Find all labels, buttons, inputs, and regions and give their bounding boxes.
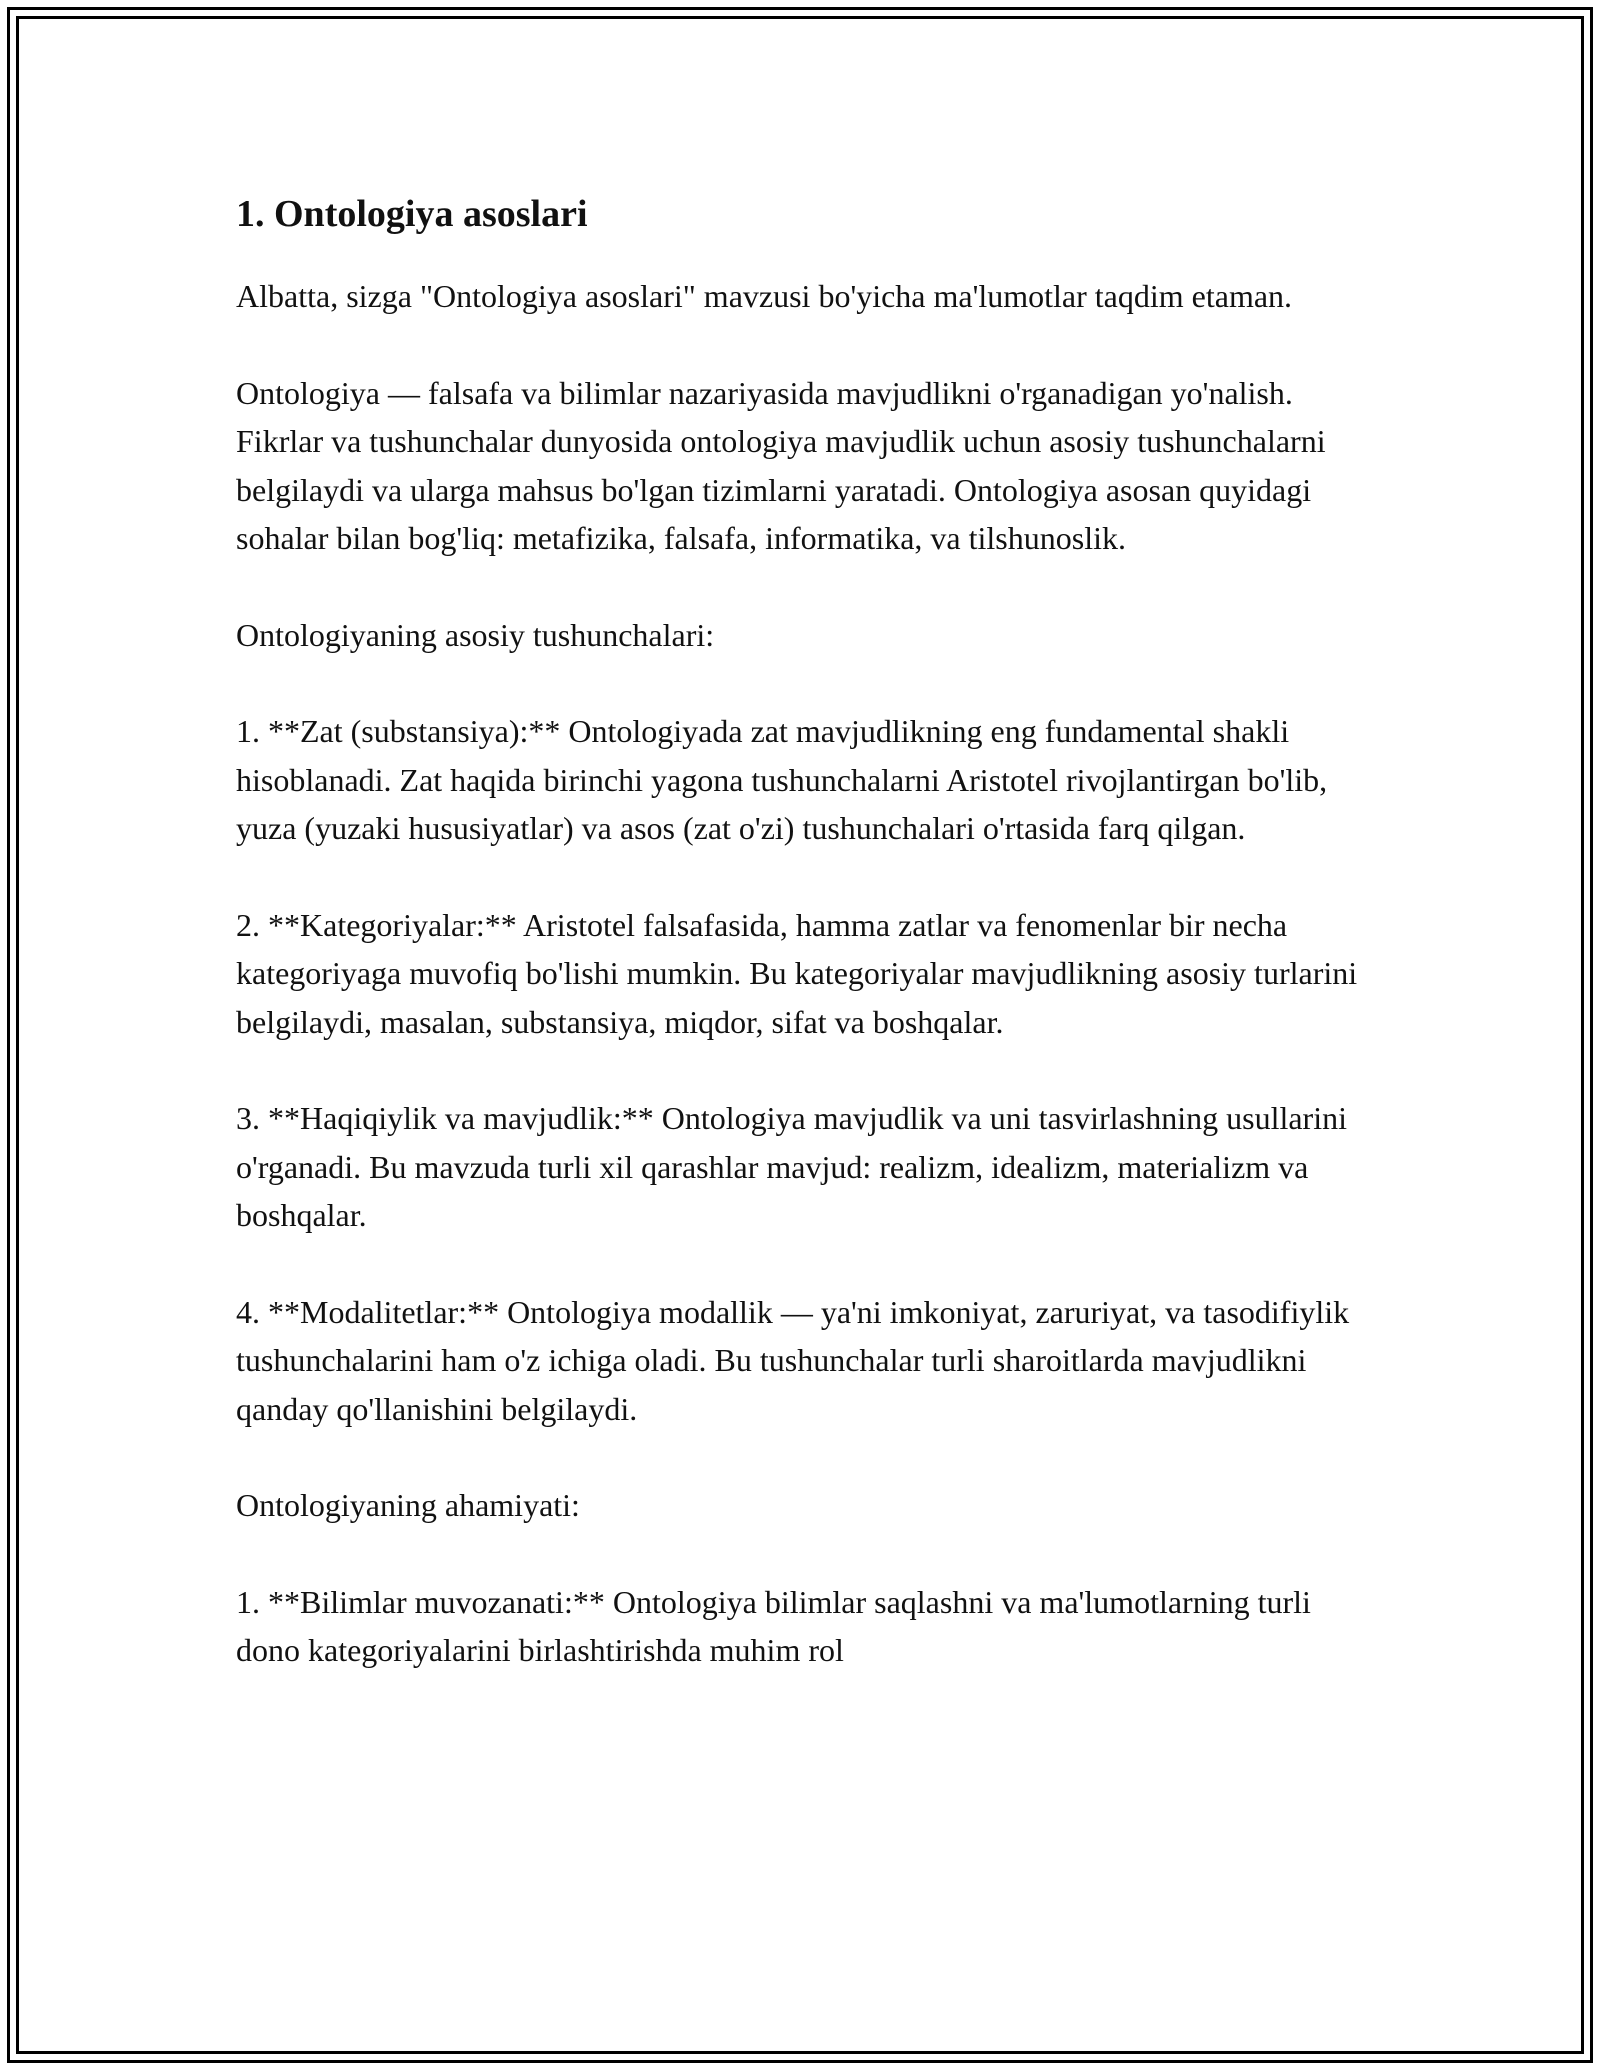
document-body bbox=[236, 186, 1380, 1723]
paragraph-concept-4: 4. **Modalitetlar:** Ontologiya modallik — ya'ni imkoniyat, zaruriyat, va tasodifiylik tushunchalarini ham o'z ichiga oladi. Bu tushunchalar turli sharoitlarda mavjudlikni qanday qo'llanishini belgilaydi. bbox=[236, 1293, 1350, 1427]
paragraph-concept-3: 3. **Haqiqiylik va mavjudlik:** Ontologiya mavjudlik va uni tasvirlashning usullarini o'rganadi. Bu mavzuda turli xil qarashlar mavjud: realizm, idealizm, materializm va boshqalar. bbox=[236, 1100, 1347, 1233]
paragraph-intro: Albatta, sizga "Ontologiya asoslari" mavzusi bo'yicha ma'lumotlar taqdim etaman. bbox=[236, 278, 1293, 314]
paragraph-importance-1: 1. **Bilimlar muvozanati:** Ontologiya bilimlar saqlashni va ma'lumotlarning turli dono kategoriyalarini birlashtirishda muhim rol bbox=[236, 1583, 1311, 1668]
document-title: 1. Ontologiya asoslari bbox=[236, 193, 588, 235]
paragraph-concepts-heading: Ontologiyaning asosiy tushunchalari: bbox=[236, 616, 715, 653]
paragraph-concept-1: 1. **Zat (substansiya):** Ontologiyada zat mavjudlikning eng fundamental shakli hisoblanadi. Zat haqida birinchi yagona tushunchalarni Aristotel rivojlantirgan bo'lib, yuza (yuzaki hususiyatlar) va asos (zat o'zi) tushunchalari o'rtasida farq qilgan. bbox=[236, 713, 1328, 846]
paragraph-concept-2: 2. **Kategoriyalar:** Aristotel falsafasida, hamma zatlar va fenomenlar bir necha kategoriyaga muvofiq bo'lishi mumkin. Bu kategoriyalar mavjudlikning asosiy turlarini belgilaydi, masalan, substansiya, miqdor, sifat va boshqalar. bbox=[236, 906, 1358, 1040]
paragraph-definition: Ontologiya — falsafa va bilimlar nazariyasida mavjudlikni o'rganadigan yo'nalish. Fikrlar va tushunchalar dunyosida ontologiya mavjudlik uchun asosiy tushunchalarni belgilaydi va ularga mahsus bo'lgan tizimlarni yaratadi. Ontologiya asosan quyidagi sohalar bilan bog'liq: metafizika, falsafa, informatika, va tilshunoslik. bbox=[236, 374, 1326, 556]
paragraph-importance-heading: Ontologiyaning ahamiyati: bbox=[236, 1487, 580, 1523]
